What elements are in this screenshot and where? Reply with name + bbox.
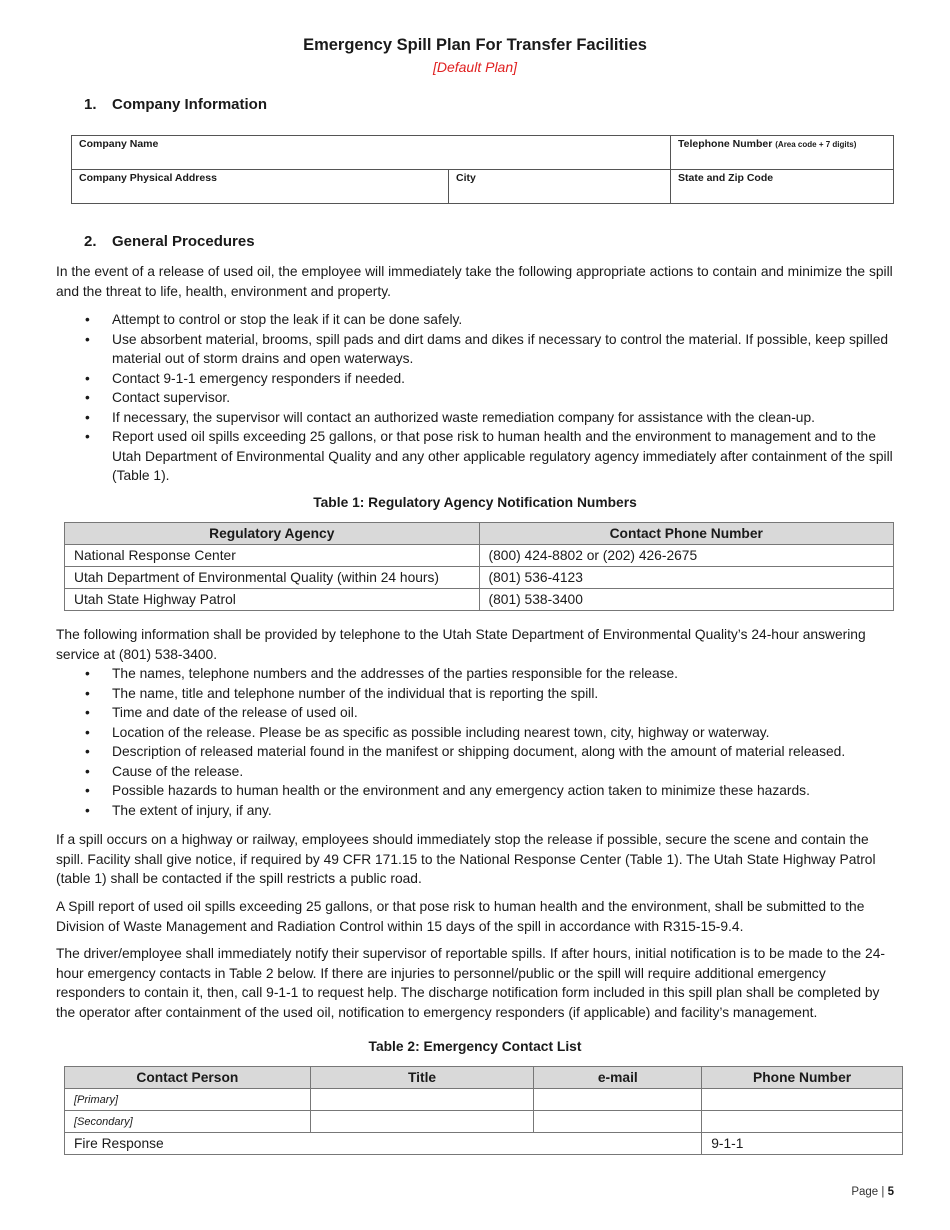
table-header-row bbox=[65, 523, 894, 545]
highway-paragraph: If a spill occurs on a highway or railway, employees should immediately stop the release if possible, secure the scene and contain the spill. Facility shall give notice, if required by 49 CFR 171.15 to the National Response Center (Table 1). The Utah State Highway Patrol (table 1) shall be contacted if the spill restricts a public road. bbox=[56, 832, 876, 886]
title-cell[interactable] bbox=[310, 1089, 534, 1111]
phone-cell: (800) 424-8802 or (202) 426-2675 bbox=[479, 545, 893, 567]
email-cell[interactable] bbox=[534, 1089, 702, 1111]
action-list bbox=[56, 310, 898, 486]
agency-cell: National Response Center bbox=[65, 545, 480, 567]
table-row bbox=[65, 567, 894, 589]
title-cell[interactable] bbox=[310, 1111, 534, 1133]
page-number: 5 bbox=[887, 1186, 894, 1198]
list-item: • Time and date of the release of used oil. bbox=[56, 703, 898, 723]
company-name-field[interactable] bbox=[72, 136, 670, 169]
city-label: City bbox=[456, 172, 476, 184]
list-item: • Attempt to control or stop the leak if it can be done safely. bbox=[56, 310, 898, 330]
section-title: Company Information bbox=[112, 96, 268, 113]
column-header: Contact Person bbox=[65, 1067, 311, 1089]
fire-response-cell: Fire Response bbox=[65, 1133, 702, 1155]
list-item: • Contact 9-1-1 emergency responders if needed. bbox=[56, 369, 898, 389]
document-title: Emergency Spill Plan For Transfer Facilities bbox=[303, 36, 647, 54]
address-label: Company Physical Address bbox=[79, 172, 217, 184]
page-footer bbox=[851, 1186, 894, 1198]
column-header: Title bbox=[310, 1067, 534, 1089]
info-list bbox=[56, 664, 898, 820]
phone-cell: (801) 536-4123 bbox=[479, 567, 893, 589]
list-item: • The names, telephone numbers and the addresses of the parties responsible for the release. bbox=[56, 664, 898, 684]
agency-cell: Utah Department of Environmental Quality (within 24 hours) bbox=[65, 567, 480, 589]
telephone-field[interactable] bbox=[671, 136, 893, 169]
phone-cell[interactable] bbox=[702, 1089, 903, 1111]
driver-paragraph: The driver/employee shall immediately notify their supervisor of reportable spills. If after hours, initial notification is to be made to the 24-hour emergency contacts in Table 2 below. If there are injuries to personnel/public or the spill will require additional emergency responders to contain it, then, call 9-1-1 to request help. The discharge notification form included in this spill plan shall be completed by the operator after containment of the used oil, notification to emergency responders (if applicable) and facility’s management. bbox=[56, 946, 885, 1020]
list-item: • Use absorbent material, brooms, spill pads and dirt dams and dikes if necessary to control the material. If possible, keep spilled material out of storm drains and open waterways. bbox=[56, 330, 898, 369]
list-item: • Cause of the release. bbox=[56, 762, 898, 782]
company-name-label: Company Name bbox=[79, 138, 159, 150]
info-intro-paragraph: The following information shall be provided by telephone to the Utah State Department of Environmental Quality’s 24-hour answering service at (801) 538-3400. bbox=[56, 627, 866, 662]
section-number: 2. bbox=[84, 233, 97, 250]
list-item: • Location of the release. Please be as specific as possible including nearest town, city, highway or waterway. bbox=[56, 723, 898, 743]
telephone-hint: (Area code + 7 digits) bbox=[775, 140, 857, 149]
contact-person-cell[interactable]: [Secondary] bbox=[65, 1111, 311, 1133]
column-header: e-mail bbox=[534, 1067, 702, 1089]
table1-caption: Table 1: Regulatory Agency Notification Numbers bbox=[313, 495, 637, 510]
table-row bbox=[65, 1133, 903, 1155]
column-header: Regulatory Agency bbox=[65, 523, 480, 545]
section-heading-company-info bbox=[84, 96, 267, 113]
agency-cell: Utah State Highway Patrol bbox=[65, 589, 480, 611]
city-field[interactable] bbox=[449, 170, 670, 203]
telephone-label: Telephone Number bbox=[678, 138, 773, 150]
state-zip-label: State and Zip Code bbox=[678, 172, 774, 184]
column-header: Contact Phone Number bbox=[479, 523, 893, 545]
fire-phone-cell: 9-1-1 bbox=[702, 1133, 903, 1155]
section-heading-general-procedures bbox=[84, 233, 255, 250]
table2-caption: Table 2: Emergency Contact List bbox=[368, 1039, 582, 1054]
regulatory-agency-table bbox=[64, 522, 894, 611]
document-subtitle: [Default Plan] bbox=[432, 59, 518, 75]
list-item: • Contact supervisor. bbox=[56, 388, 898, 408]
table-row bbox=[65, 545, 894, 567]
table-row bbox=[65, 589, 894, 611]
intro-paragraph: In the event of a release of used oil, the employee will immediately take the following appropriate actions to contain and minimize the spill and the threat to life, health, environment and property. bbox=[56, 264, 893, 299]
company-info-table bbox=[71, 135, 894, 204]
column-header: Phone Number bbox=[702, 1067, 903, 1089]
phone-cell: (801) 538-3400 bbox=[479, 589, 893, 611]
list-item: • Report used oil spills exceeding 25 gallons, or that pose risk to human health and the environment to management and to the Utah Department of Environmental Quality and any other applicable regulatory agency immediately after containment of the spill (Table 1). bbox=[56, 427, 898, 486]
list-item: • The extent of injury, if any. bbox=[56, 801, 898, 821]
table-header-row bbox=[65, 1067, 903, 1089]
table-row bbox=[65, 1111, 903, 1133]
phone-cell[interactable] bbox=[702, 1111, 903, 1133]
state-zip-field[interactable] bbox=[671, 170, 893, 203]
list-item: • The name, title and telephone number of the individual that is reporting the spill. bbox=[56, 684, 898, 704]
list-item: • Possible hazards to human health or the environment and any emergency action taken to minimize these hazards. bbox=[56, 781, 898, 801]
email-cell[interactable] bbox=[534, 1111, 702, 1133]
section-number: 1. bbox=[84, 96, 97, 113]
list-item: • If necessary, the supervisor will contact an authorized waste remediation company for assistance with the clean-up. bbox=[56, 408, 898, 428]
page-label: Page | bbox=[851, 1186, 885, 1198]
contact-person-cell[interactable]: [Primary] bbox=[65, 1089, 311, 1111]
emergency-contact-table bbox=[64, 1066, 903, 1155]
section-title: General Procedures bbox=[112, 233, 255, 250]
address-field[interactable] bbox=[72, 170, 448, 203]
table-row bbox=[65, 1089, 903, 1111]
list-item: • Description of released material found in the manifest or shipping document, along with the amount of material released. bbox=[56, 742, 898, 762]
spill-report-paragraph: A Spill report of used oil spills exceeding 25 gallons, or that pose risk to human health and the environment, shall be submitted to the Division of Waste Management and Radiation Control within 15 days of the spill in accordance with R315-15-9.4. bbox=[56, 899, 865, 934]
